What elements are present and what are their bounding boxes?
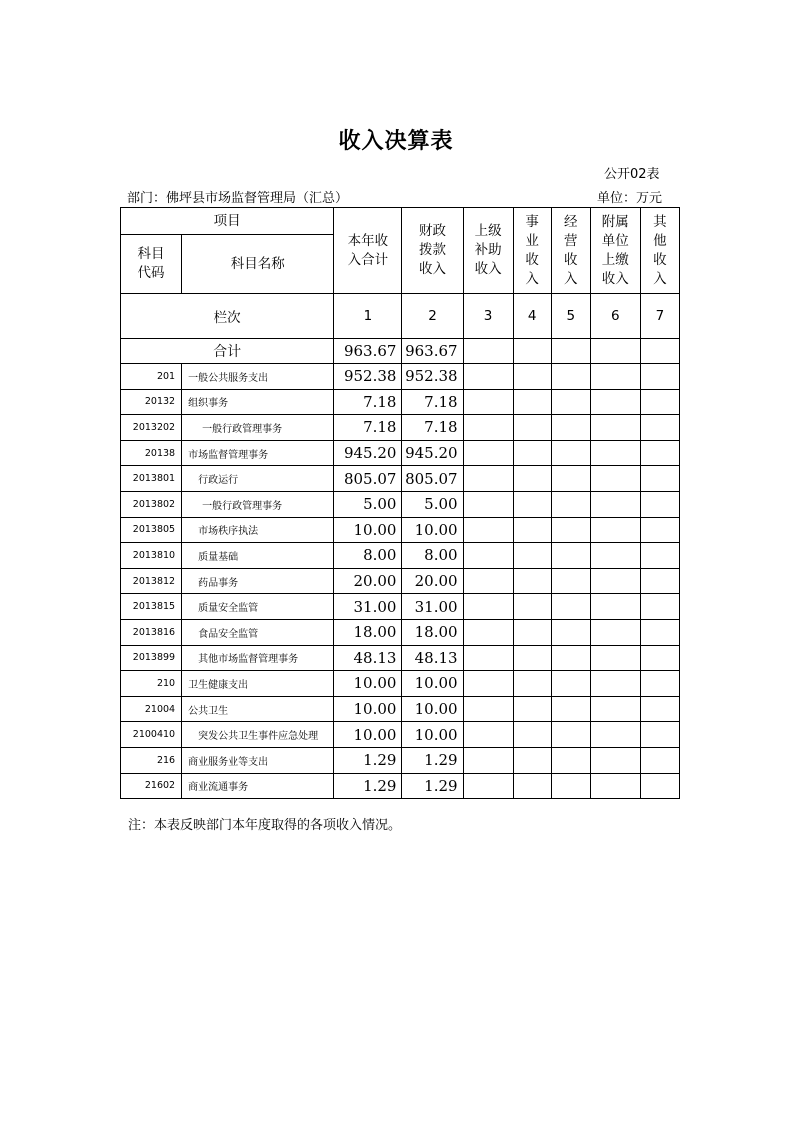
empty-cell xyxy=(590,645,640,671)
col-number: 4 xyxy=(513,294,551,339)
table-row xyxy=(121,491,680,517)
empty-cell xyxy=(640,415,679,441)
fiscal-cell: 5.00 xyxy=(402,491,463,517)
total-income-cell: 31.00 xyxy=(334,594,402,620)
subject-name-cell: 商业服务业等支出 xyxy=(182,747,334,773)
fiscal-cell: 10.00 xyxy=(402,517,463,543)
empty-cell xyxy=(590,440,640,466)
fiscal-cell: 952.38 xyxy=(402,364,463,390)
empty-cell xyxy=(640,696,679,722)
empty-cell xyxy=(463,773,513,799)
unit-label: 单位：万元 xyxy=(597,191,663,206)
subject-code-cell: 2013801 xyxy=(121,466,182,492)
total-fiscal-cell: 963.67 xyxy=(402,339,463,364)
empty-cell xyxy=(513,466,551,492)
subject-code-cell: 2013815 xyxy=(121,594,182,620)
total-income-cell: 10.00 xyxy=(334,722,402,748)
col-number: 7 xyxy=(640,294,679,339)
subject-name-cell: 一般公共服务支出 xyxy=(182,364,334,390)
header-operating-income: 经 营 收 入 xyxy=(551,208,590,294)
total-row xyxy=(121,339,680,364)
page-title: 收入决算表 xyxy=(338,129,454,154)
empty-cell xyxy=(640,517,679,543)
subject-code-cell: 2100410 xyxy=(121,722,182,748)
empty-cell xyxy=(640,594,679,620)
empty-cell xyxy=(551,389,590,415)
form-number: 公开02表 xyxy=(604,167,660,182)
empty-cell xyxy=(551,415,590,441)
empty-cell xyxy=(551,491,590,517)
empty-cell xyxy=(590,339,640,364)
fiscal-cell: 10.00 xyxy=(402,671,463,697)
table-row xyxy=(121,722,680,748)
empty-cell xyxy=(463,415,513,441)
total-income-cell: 1.29 xyxy=(334,773,402,799)
empty-cell xyxy=(513,415,551,441)
empty-cell xyxy=(640,619,679,645)
fiscal-cell: 48.13 xyxy=(402,645,463,671)
subject-code-cell: 2013816 xyxy=(121,619,182,645)
empty-cell xyxy=(513,619,551,645)
empty-cell xyxy=(590,773,640,799)
total-income-cell: 48.13 xyxy=(334,645,402,671)
empty-cell xyxy=(463,440,513,466)
empty-cell xyxy=(590,671,640,697)
fiscal-cell: 7.18 xyxy=(402,389,463,415)
fiscal-cell: 31.00 xyxy=(402,594,463,620)
empty-cell xyxy=(590,491,640,517)
empty-cell xyxy=(590,543,640,569)
empty-cell xyxy=(513,747,551,773)
header-name: 科目名称 xyxy=(182,235,334,294)
empty-cell xyxy=(463,517,513,543)
empty-cell xyxy=(590,722,640,748)
empty-cell xyxy=(551,722,590,748)
empty-cell xyxy=(513,364,551,390)
subject-code-cell: 2013812 xyxy=(121,568,182,594)
table-row xyxy=(121,696,680,722)
empty-cell xyxy=(551,517,590,543)
empty-cell xyxy=(590,568,640,594)
header-superior-subsidy: 上级 补助 收入 xyxy=(463,208,513,294)
subject-code-cell: 201 xyxy=(121,364,182,390)
total-income-cell: 10.00 xyxy=(334,517,402,543)
empty-cell xyxy=(463,747,513,773)
table-note: 注：本表反映部门本年度取得的各项收入情况。 xyxy=(128,818,402,833)
table-row xyxy=(121,671,680,697)
total-income-cell: 1.29 xyxy=(334,747,402,773)
table-row xyxy=(121,747,680,773)
table-row xyxy=(121,594,680,620)
empty-cell xyxy=(513,339,551,364)
empty-cell xyxy=(590,415,640,441)
subject-code-cell: 2013899 xyxy=(121,645,182,671)
total-income-cell: 5.00 xyxy=(334,491,402,517)
total-income-cell: 952.38 xyxy=(334,364,402,390)
table-row xyxy=(121,645,680,671)
table-row xyxy=(121,543,680,569)
total-label: 合计 xyxy=(121,339,334,364)
lanci-label: 栏次 xyxy=(121,294,334,339)
header-business-income: 事 业 收 入 xyxy=(513,208,551,294)
empty-cell xyxy=(463,619,513,645)
header-item: 项目 xyxy=(121,208,334,235)
subject-name-cell: 行政运行 xyxy=(182,466,334,492)
subject-code-cell: 2013802 xyxy=(121,491,182,517)
table-row xyxy=(121,389,680,415)
subject-code-cell: 2013810 xyxy=(121,543,182,569)
subject-name-cell: 组织事务 xyxy=(182,389,334,415)
empty-cell xyxy=(513,671,551,697)
empty-cell xyxy=(463,389,513,415)
empty-cell xyxy=(463,543,513,569)
empty-cell xyxy=(590,517,640,543)
empty-cell xyxy=(463,722,513,748)
header-other-income: 其 他 收 入 xyxy=(640,208,679,294)
fiscal-cell: 7.18 xyxy=(402,415,463,441)
empty-cell xyxy=(640,543,679,569)
total-income-cell: 8.00 xyxy=(334,543,402,569)
col-number: 3 xyxy=(463,294,513,339)
total-income-cell: 963.67 xyxy=(334,339,402,364)
subject-name-cell: 其他市场监督管理事务 xyxy=(182,645,334,671)
empty-cell xyxy=(640,364,679,390)
subject-name-cell: 质量基础 xyxy=(182,543,334,569)
total-income-cell: 7.18 xyxy=(334,389,402,415)
subject-name-cell: 公共卫生 xyxy=(182,696,334,722)
empty-cell xyxy=(640,466,679,492)
subject-code-cell: 2013805 xyxy=(121,517,182,543)
empty-cell xyxy=(590,747,640,773)
empty-cell xyxy=(590,619,640,645)
empty-cell xyxy=(551,364,590,390)
empty-cell xyxy=(551,466,590,492)
empty-cell xyxy=(513,645,551,671)
empty-cell xyxy=(463,568,513,594)
empty-cell xyxy=(463,339,513,364)
subject-name-cell: 质量安全监管 xyxy=(182,594,334,620)
empty-cell xyxy=(463,696,513,722)
empty-cell xyxy=(640,339,679,364)
table-row xyxy=(121,619,680,645)
empty-cell xyxy=(640,440,679,466)
empty-cell xyxy=(463,645,513,671)
subject-name-cell: 市场秩序执法 xyxy=(182,517,334,543)
empty-cell xyxy=(551,696,590,722)
total-income-cell: 18.00 xyxy=(334,619,402,645)
empty-cell xyxy=(513,722,551,748)
subject-code-cell: 20132 xyxy=(121,389,182,415)
empty-cell xyxy=(551,773,590,799)
empty-cell xyxy=(590,466,640,492)
empty-cell xyxy=(513,696,551,722)
empty-cell xyxy=(551,568,590,594)
table-row xyxy=(121,517,680,543)
empty-cell xyxy=(640,491,679,517)
col-number: 2 xyxy=(402,294,463,339)
empty-cell xyxy=(513,773,551,799)
subject-name-cell: 一般行政管理事务 xyxy=(182,491,334,517)
total-income-cell: 945.20 xyxy=(334,440,402,466)
fiscal-cell: 945.20 xyxy=(402,440,463,466)
subject-name-cell: 突发公共卫生事件应急处理 xyxy=(182,722,334,748)
col-number: 1 xyxy=(334,294,402,339)
subject-code-cell: 210 xyxy=(121,671,182,697)
subject-name-cell: 食品安全监管 xyxy=(182,619,334,645)
table-row xyxy=(121,466,680,492)
total-income-cell: 10.00 xyxy=(334,696,402,722)
table-row xyxy=(121,364,680,390)
col-number: 6 xyxy=(590,294,640,339)
total-income-cell: 10.00 xyxy=(334,671,402,697)
empty-cell xyxy=(551,645,590,671)
empty-cell xyxy=(640,568,679,594)
empty-cell xyxy=(551,671,590,697)
subject-name-cell: 市场监督管理事务 xyxy=(182,440,334,466)
table-row xyxy=(121,415,680,441)
empty-cell xyxy=(590,364,640,390)
total-income-cell: 20.00 xyxy=(334,568,402,594)
empty-cell xyxy=(640,747,679,773)
empty-cell xyxy=(551,339,590,364)
income-table xyxy=(120,207,680,799)
empty-cell xyxy=(463,491,513,517)
empty-cell xyxy=(551,440,590,466)
empty-cell xyxy=(590,696,640,722)
empty-cell xyxy=(590,389,640,415)
fiscal-cell: 1.29 xyxy=(402,747,463,773)
empty-cell xyxy=(590,594,640,620)
fiscal-cell: 18.00 xyxy=(402,619,463,645)
table-row xyxy=(121,440,680,466)
empty-cell xyxy=(513,543,551,569)
empty-cell xyxy=(513,568,551,594)
total-income-cell: 7.18 xyxy=(334,415,402,441)
header-affiliated-income: 附属 单位 上缴 收入 xyxy=(590,208,640,294)
empty-cell xyxy=(640,722,679,748)
subject-code-cell: 21004 xyxy=(121,696,182,722)
fiscal-cell: 1.29 xyxy=(402,773,463,799)
fiscal-cell: 10.00 xyxy=(402,696,463,722)
empty-cell xyxy=(640,773,679,799)
subject-name-cell: 商业流通事务 xyxy=(182,773,334,799)
header-fiscal: 财政 拨款 收入 xyxy=(402,208,463,294)
fiscal-cell: 20.00 xyxy=(402,568,463,594)
subject-name-cell: 一般行政管理事务 xyxy=(182,415,334,441)
empty-cell xyxy=(640,389,679,415)
subject-name-cell: 药品事务 xyxy=(182,568,334,594)
empty-cell xyxy=(551,543,590,569)
empty-cell xyxy=(640,671,679,697)
col-number: 5 xyxy=(551,294,590,339)
fiscal-cell: 805.07 xyxy=(402,466,463,492)
subject-code-cell: 2013202 xyxy=(121,415,182,441)
table-row xyxy=(121,568,680,594)
empty-cell xyxy=(463,466,513,492)
empty-cell xyxy=(463,594,513,620)
empty-cell xyxy=(551,619,590,645)
total-income-cell: 805.07 xyxy=(334,466,402,492)
empty-cell xyxy=(551,594,590,620)
empty-cell xyxy=(513,594,551,620)
subject-code-cell: 21602 xyxy=(121,773,182,799)
empty-cell xyxy=(551,747,590,773)
empty-cell xyxy=(463,671,513,697)
empty-cell xyxy=(513,491,551,517)
empty-cell xyxy=(513,389,551,415)
table-row xyxy=(121,773,680,799)
header-code: 科目 代码 xyxy=(121,235,182,294)
subject-code-cell: 216 xyxy=(121,747,182,773)
empty-cell xyxy=(513,517,551,543)
empty-cell xyxy=(640,645,679,671)
empty-cell xyxy=(513,440,551,466)
subject-name-cell: 卫生健康支出 xyxy=(182,671,334,697)
fiscal-cell: 8.00 xyxy=(402,543,463,569)
department-label: 部门：佛坪县市场监督管理局（汇总） xyxy=(127,191,349,206)
fiscal-cell: 10.00 xyxy=(402,722,463,748)
empty-cell xyxy=(463,364,513,390)
subject-code-cell: 20138 xyxy=(121,440,182,466)
header-total-income: 本年收 入合计 xyxy=(334,208,402,294)
